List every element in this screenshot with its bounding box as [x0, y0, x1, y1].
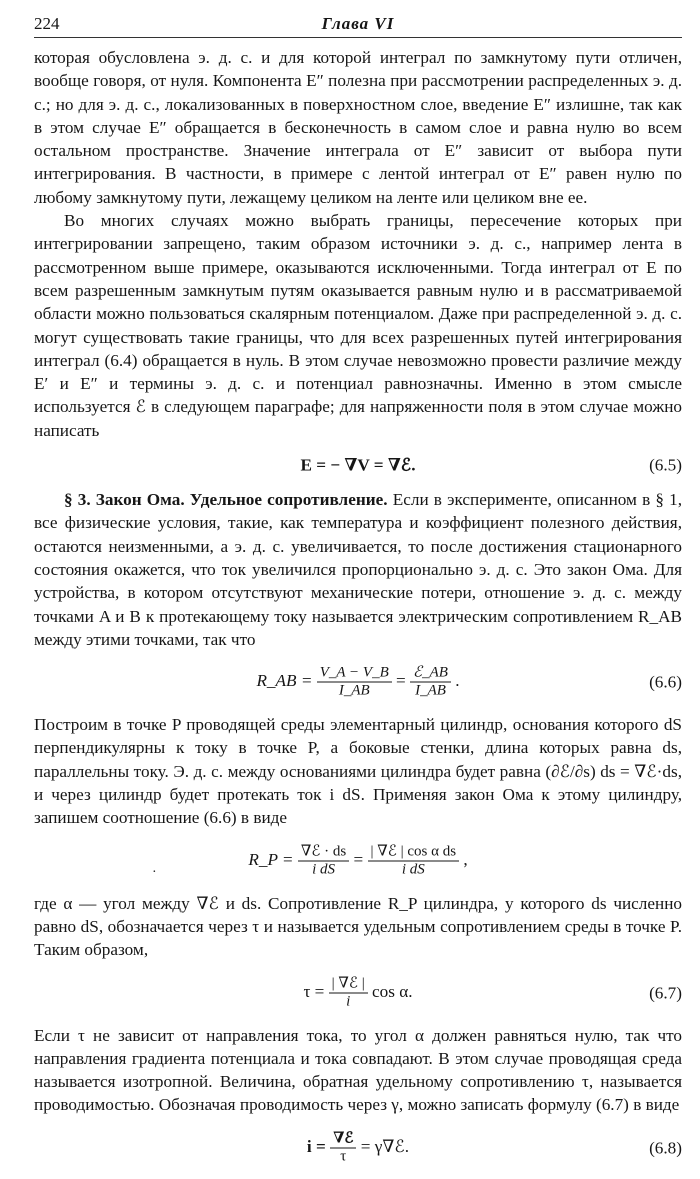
paragraph-6: Если τ не зависит от направления тока, то угол α должен равняться нулю, так что направления градиента потенциала и тока совпадают. В этом случае проводящая среда называется изотропной. Величина, обратная удельному сопротивлению τ, называется проводимостью. Обозначая проводимость через γ, можно записать формулу (6.7) в виде	[34, 1025, 682, 1115]
e66-num-2: ℰ_AB	[410, 665, 451, 683]
equation-6-6-expr	[34, 665, 682, 700]
paragraph-3	[34, 488, 682, 651]
paragraph-1: которая обусловлена э. д. с. и для которой интеграл по замкнутому пути отличен, вообще говоря, от нуля. Компонента E″ полезна при рассмотрении распределенных э. д. с.; но для э. д. с., локализованных в поверхностном слое, введение E″ излишне, так как в этом случае E″ обращается в бесконечность в самом слое и равна нулю во всем остальном пространстве. Значение интеграла от E″ зависит от выбора пути интегрирования. В частности, в примере с лентой интеграл от E″ равен нулю по любому замкнутому пути, лежащему целиком на ленте или целиком вне ее.	[34, 48, 682, 207]
running-header	[34, 14, 682, 38]
ep-frac-1	[298, 843, 349, 878]
header-rule	[34, 37, 682, 38]
ep-end: ,	[463, 849, 468, 869]
equation-rp	[34, 830, 682, 892]
ep-mid: =	[353, 849, 364, 869]
chapter-title: Глава VI	[321, 14, 395, 33]
equation-6-7	[34, 962, 682, 1024]
e66-end: .	[455, 671, 460, 691]
equation-6-5-expr: E = − ∇V = ∇ℰ.	[300, 455, 416, 475]
ep-num-2: | ∇ℰ | cos α ds	[368, 843, 460, 861]
stray-dot: ·	[152, 864, 157, 880]
e66-frac-1	[317, 665, 392, 700]
e66-den-2: I_AB	[415, 682, 446, 699]
ep-lhs: R_P =	[248, 849, 294, 869]
e67-end: cos α.	[372, 981, 413, 1001]
e68-den: τ	[340, 1148, 347, 1165]
e68-num: ∇ℰ	[330, 1130, 356, 1148]
e66-lhs: R_AB =	[256, 671, 313, 691]
e67-den: i	[346, 993, 351, 1009]
e68-end: = γ∇ℰ.	[360, 1136, 410, 1156]
equation-6-7-expr	[34, 975, 682, 1010]
equation-6-8-number: (6.8)	[649, 1138, 682, 1158]
paragraph-2: Во многих случаях можно выбрать границы, пересечение которых при интегрировании запрещено, таким образом источники э. д. с., например лента в рассмотренном выше примере, оказываются исключенными. Тогда интеграл от E по всем разрешенным замкнутым путям оказывается равным нулю и в рассматриваемой области можно пользоваться скалярным потенциалом. Даже при распределенной э. д. с. могут существовать такие границы, что для всех разрешенных путей интегрирования интеграл (6.4) обращается в нуль. В этом случае невозможно провести различие между E′ и E″ и термины э. д. с. и потенциал равнозначны. Именно в этом смысле используется ℰ в следующем параграфе; для напряженности поля в этом случае можно написать	[34, 211, 682, 440]
equation-6-5	[34, 442, 682, 488]
e67-lhs: τ =	[303, 981, 325, 1001]
e66-num-1: V_A − V_B	[317, 665, 392, 683]
equation-rp-expr	[34, 843, 682, 878]
page	[34, 14, 682, 1165]
equation-6-8-expr	[34, 1130, 682, 1165]
equation-6-8	[34, 1117, 682, 1179]
e67-num: | ∇ℰ |	[329, 975, 368, 993]
e68-lhs: i =	[306, 1136, 326, 1156]
ep-den-2: i dS	[401, 861, 425, 878]
e66-mid: =	[396, 671, 406, 691]
e66-den-1: I_AB	[338, 682, 370, 699]
equation-6-6	[34, 651, 682, 713]
page-body	[34, 46, 682, 1179]
e67-frac	[329, 975, 368, 1010]
equation-6-7-number: (6.7)	[649, 982, 682, 1002]
page-number: 224	[34, 14, 60, 33]
ep-frac-2	[368, 843, 460, 878]
equation-6-5-number: (6.5)	[649, 455, 682, 475]
paragraph-3-text: Если в эксперименте, описанном в § 1, все физические условия, такие, как температура и коэффициент полезного действия, остаются неизменными, а э. д. с. увеличивается, то после достижения стационарного состояния окажется, что ток увеличился пропорционально э. д. с. Это закон Ома. Для устройства, в котором отсутствуют механические потери, отношение э. д. с. между точками A и B к протекающему току называется электрическим сопротивлением R_AB между этими точками, так что	[34, 490, 682, 649]
equation-6-6-number: (6.6)	[649, 672, 682, 692]
ep-den-1: i dS	[312, 861, 335, 878]
paragraph-5: где α — угол между ∇ℰ и ds. Сопротивление R_P цилиндра, у которого ds численно равно dS, обозначается через τ и называется удельным сопротивлением среды в точке P. Таким образом,	[34, 893, 682, 960]
paragraph-4: Построим в точке P проводящей среды элементарный цилиндр, основания которого dS перпендикулярны к току в точке P, а боковые стенки, длина которых равна ds, параллельны току. Э. д. с. между основаниями цилиндра будет равна (∂ℰ/∂s) ds = ∇ℰ·ds, и через цилиндр будет протекать ток i dS. Применяя закон Ома к этому цилиндру, запишем соотношение (6.6) в виде	[34, 715, 682, 828]
e66-frac-2	[410, 665, 451, 700]
section-heading: § 3. Закон Ома. Удельное сопротивление.	[64, 490, 388, 510]
e68-frac	[330, 1130, 356, 1165]
ep-num-1: ∇ℰ · ds	[298, 843, 349, 861]
